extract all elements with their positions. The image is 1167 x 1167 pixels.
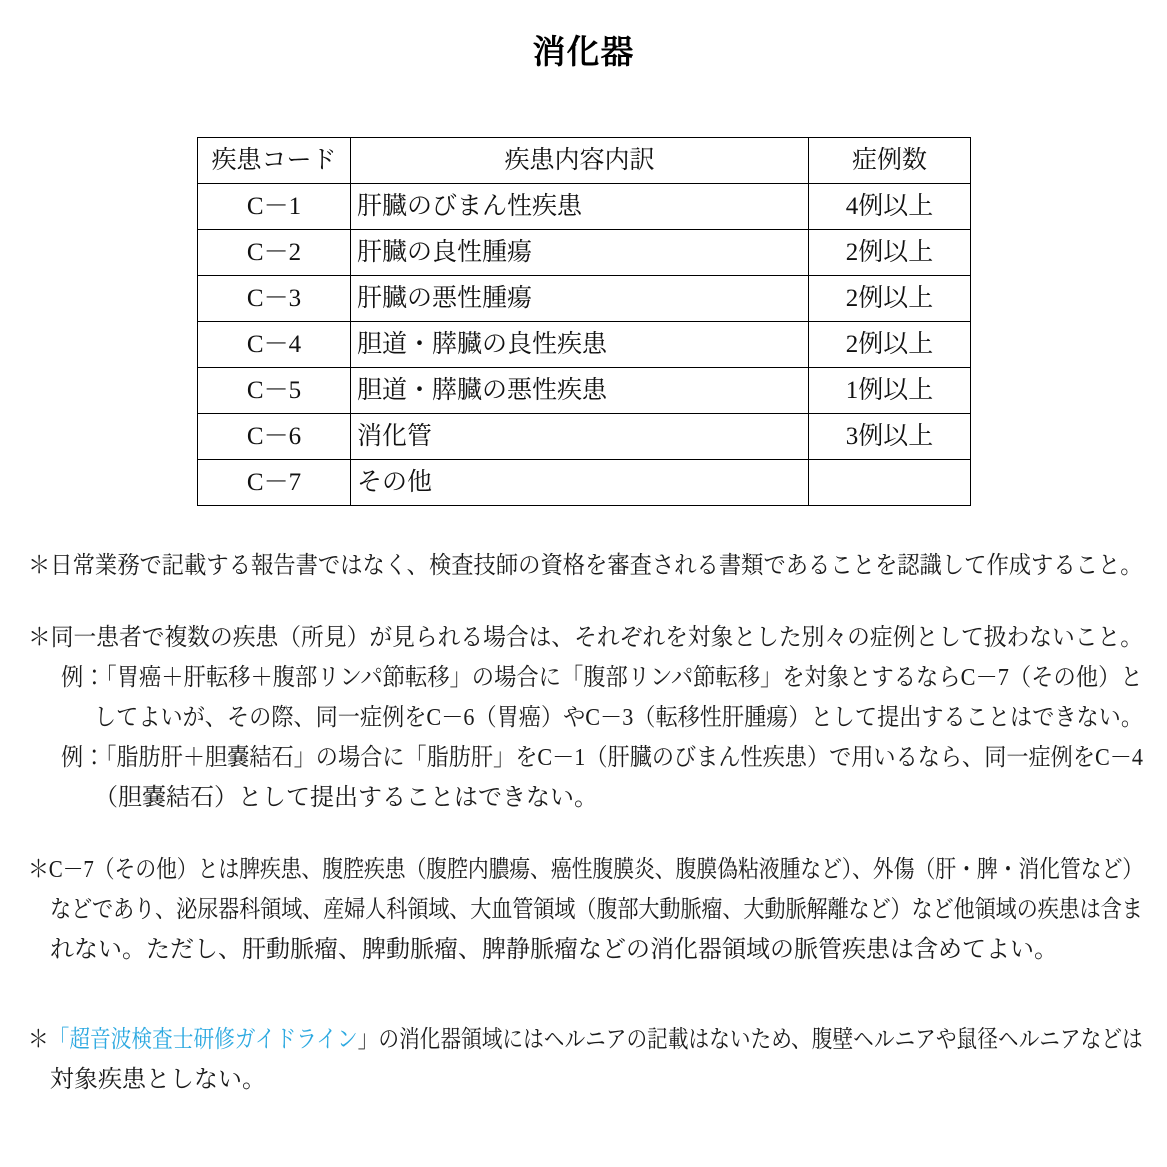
cell-disease-code: C－1 [198,184,351,230]
table-row [198,460,971,506]
column-header-disease-code: 疾患コード [198,138,351,184]
note-example-2-line-2: （胆嚢結石）として提出することはできない。 [94,785,598,811]
note-hernia-line-1 [28,1020,1143,1060]
cell-disease-detail: 消化管 [351,414,809,460]
disease-code-table-container [197,137,970,506]
note-purpose [28,546,1143,586]
cell-disease-detail: 肝臓の悪性腫瘍 [351,276,809,322]
quote-close-bracket: 」 [357,1027,379,1053]
table-row [198,322,971,368]
cell-case-count: 4例以上 [809,184,971,230]
disease-code-table [197,137,971,506]
column-header-case-count: 症例数 [809,138,971,184]
cell-disease-code: C－4 [198,322,351,368]
cell-case-count: 3例以上 [809,414,971,460]
table-row [198,368,971,414]
guideline-link[interactable]: 超音波検査士研修ガイドライン [69,1027,358,1053]
note-c7-line-1: ＊C－7（その他）とは脾疾患、腹腔疾患（腹腔内膿瘍、癌性腹膜炎、腹膜偽粘液腫など）、外傷（肝・脾・消化管など） [28,857,1144,883]
note-example-1-line-1: 例：「胃癌＋肝転移＋腹部リンパ節転移」の場合に「腹部リンパ節転移」を対象とするならC－7（その他）と [61,665,1143,691]
cell-case-count: 2例以上 [809,322,971,368]
page-title: 消化器 [532,35,635,71]
note-c7-definition [28,850,1143,970]
cell-disease-detail: その他 [351,460,809,506]
cell-case-count [809,460,971,506]
note-example-2-line-1: 例：「脂肪肝＋胆嚢結石」の場合に「脂肪肝」をC－1（肝臓のびまん性疾患）で用いるなら、同一症例をC－4 [61,745,1144,771]
spacer [28,586,1143,618]
note-bullet-star: ＊ [28,1027,49,1053]
note-c7-line-2: などであり、泌尿器科領域、産婦人科領域、大血管領域（腹部大動脈瘤、大動脈解離など）など他領域の疾患は含ま [50,897,1143,923]
cell-disease-code: C－3 [198,276,351,322]
cell-case-count: 2例以上 [809,276,971,322]
table-row [198,414,971,460]
cell-disease-code: C－2 [198,230,351,276]
cell-disease-code: C－6 [198,414,351,460]
table-header-row [198,138,971,184]
cell-case-count: 2例以上 [809,230,971,276]
note-hernia-guideline [28,1020,1143,1100]
table-row [198,276,971,322]
note-hernia-line-1-rest: の消化器領域にはヘルニアの記載はないため、腹壁ヘルニアや鼠径ヘルニアなどは [378,1027,1143,1053]
cell-case-count: 1例以上 [809,368,971,414]
table-row [198,184,971,230]
table-row [198,230,971,276]
notes-section [28,546,1143,1100]
note-multiple-diseases-line-1: ＊同一患者で複数の疾患（所見）が見られる場合は、それぞれを対象とした別々の症例として扱わないこと。 [28,625,1143,651]
cell-disease-detail: 肝臓の良性腫瘍 [351,230,809,276]
note-multiple-diseases [28,618,1143,818]
cell-disease-code: C－7 [198,460,351,506]
column-header-disease-detail: 疾患内容内訳 [351,138,809,184]
note-purpose-line-1: ＊日常業務で記載する報告書ではなく、検査技師の資格を審査される書類であることを認識して作成すること。 [28,553,1143,579]
note-example-1-line-2: してよいが、その際、同一症例をC－6（胃癌）やC－3（転移性肝腫瘍）として提出することはできない。 [94,705,1144,731]
quote-open-bracket: 「 [48,1027,70,1053]
note-hernia-line-2: 対象疾患としない。 [50,1067,266,1093]
spacer [28,818,1143,850]
note-c7-line-3: れない。ただし、肝動脈瘤、脾動脈瘤、脾静脈瘤などの消化器領域の脈管疾患は含めてよい。 [50,937,1058,963]
cell-disease-detail: 胆道・膵臓の悪性疾患 [351,368,809,414]
cell-disease-detail: 胆道・膵臓の良性疾患 [351,322,809,368]
cell-disease-code: C－5 [198,368,351,414]
cell-disease-detail: 肝臓のびまん性疾患 [351,184,809,230]
spacer [28,970,1143,1020]
